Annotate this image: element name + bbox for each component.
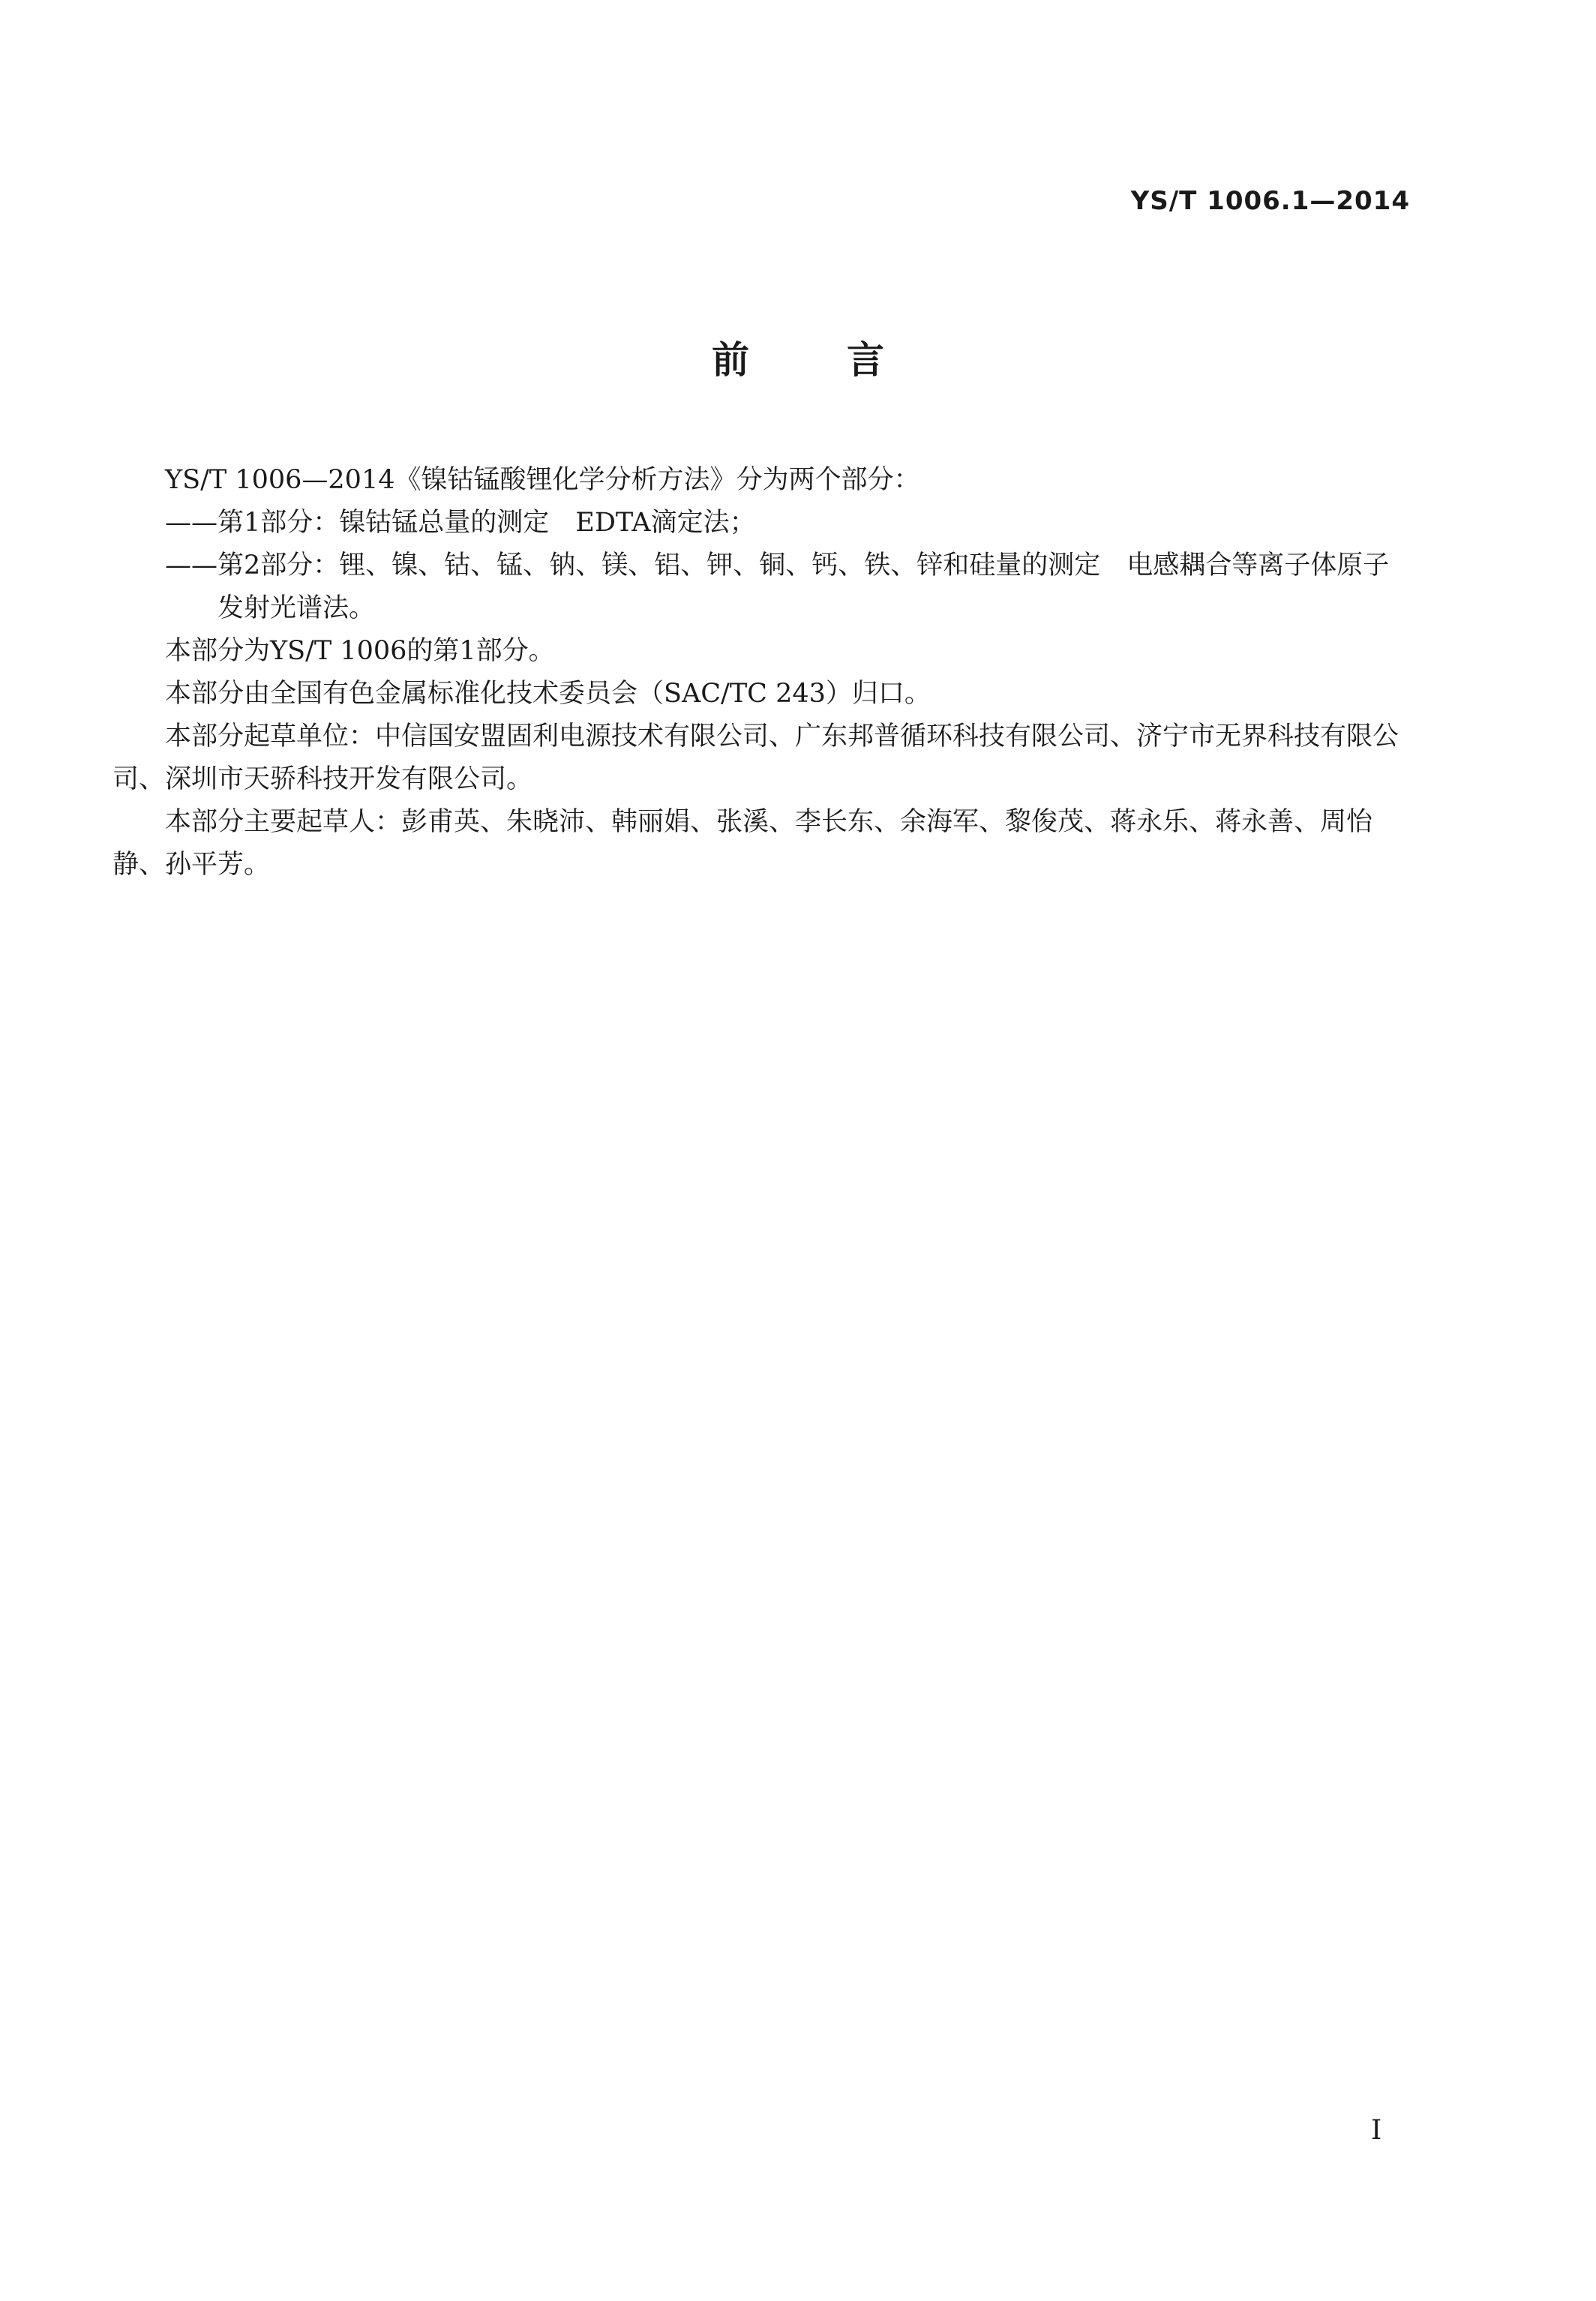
paragraph-parts-overview: YS/T 1006—2014《镍钴锰酸锂化学分析方法》分为两个部分：	[165, 465, 920, 495]
page-number: I	[1371, 2115, 1382, 2146]
list-item-part-2: ——第2部分：锂、镍、钴、锰、钠、镁、铝、钾、铜、钙、铁、锌和硅量的测定 电感耦合等离子体原子发射光谱法。	[165, 550, 1390, 623]
title-char-2: 言	[847, 338, 884, 382]
paragraph-centralized-by: 本部分由全国有色金属标准化技术委员会（SAC/TC 243）归口。	[165, 679, 931, 709]
page-title	[0, 330, 1596, 384]
paragraph-drafters: 本部分主要起草人：彭甫英、朱晓沛、韩丽娟、张溪、李长东、余海军、黎俊茂、蒋永乐、蒋永善、周怡静、孙平芳。	[112, 807, 1373, 880]
foreword-body	[112, 459, 1410, 886]
list-item-part-1: ——第1部分：镍钴锰总量的测定 EDTA滴定法；	[165, 508, 756, 538]
standard-number: YS/T 1006.1—2014	[1130, 186, 1410, 216]
paragraph-drafting-units: 本部分起草单位：中信国安盟固利电源技术有限公司、广东邦普循环科技有限公司、济宁市无界科技有限公司、深圳市天骄科技开发有限公司。	[112, 722, 1400, 794]
title-char-1: 前	[712, 338, 749, 382]
paragraph-part-statement: 本部分为YS/T 1006的第1部分。	[165, 636, 555, 666]
